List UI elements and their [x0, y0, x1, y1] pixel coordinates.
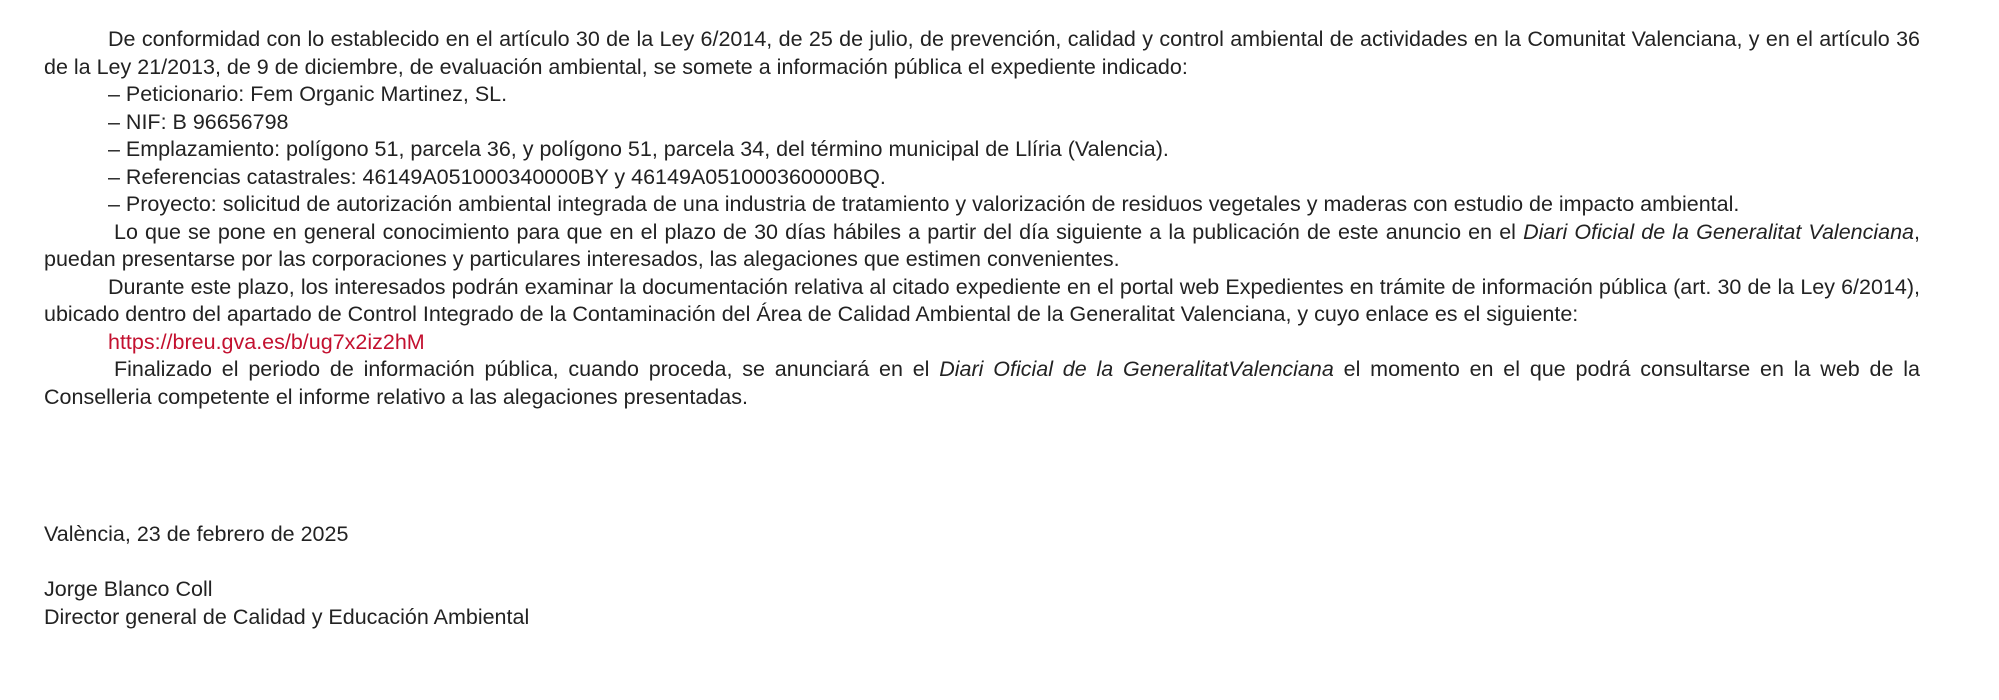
intro-paragraph: De conformidad con lo establecido en el artículo 30 de la Ley 6/2014, de 25 de julio, de prevención, calidad y control ambiental de actividades en la Comunitat Valenciana, y en el artículo 36 de la Ley 21/2013, de 9 de diciembre, de evaluación ambiental, se somete a información pública el expediente indicado:	[44, 27, 1920, 79]
signatory-name: Jorge Blanco Coll	[44, 577, 213, 601]
closing-paragraph	[44, 356, 1920, 411]
closing-journal-name: Diari Oficial de la GeneralitatValenciana	[939, 357, 1334, 381]
list-item-nif: – NIF: B 96656798	[108, 109, 289, 134]
examination-paragraph: Durante este plazo, los interesados podrán examinar la documentación relativa al citado expediente en el portal web Expedientes en trámite de información pública (art. 30 de la Ley 6/2014), ubicado dentro del apartado de Control Integrado de la Contaminación del Área de Calidad Ambiental de la Generalitat Valenciana, y cuyo enlace es el siguiente:	[44, 274, 1920, 326]
list-item-peticionario: – Peticionario: Fem Organic Martinez, SL.	[108, 82, 508, 106]
list-item-proyecto: – Proyecto: solicitud de autorización ambiental integrada de una industria de tratamiento y valorización de residuos vegetales y maderas con estudio de impacto ambiental.	[108, 192, 1740, 216]
date-line: València, 23 de febrero de 2025	[44, 522, 349, 546]
public-notice-text-before: Lo que se pone en general conocimiento para que en el plazo de 30 días hábiles a partir del día siguiente a la publicación de este anuncio en el	[114, 219, 1524, 244]
list-item-emplazamiento: – Emplazamiento: polígono 51, parcela 36, y polígono 51, parcela 34, del término municipal de Llíria (Valencia).	[108, 137, 1169, 161]
public-notice-text-after: , puedan presentarse por las corporaciones y particulares interesados, las alegaciones que estimen convenientes.	[44, 219, 1920, 271]
document-body	[44, 26, 1920, 631]
closing-text-after: el momento en el que podrá consultarse en la web de la Conselleria competente el informe relativo a las alegaciones presentadas.	[44, 357, 1921, 409]
list-item-referencias: – Referencias catastrales: 46149A051000340000BY y 46149A051000360000BQ.	[108, 164, 886, 189]
spacer	[44, 549, 1920, 577]
public-notice-paragraph	[44, 219, 1920, 274]
expediente-link-line	[44, 329, 1920, 357]
expediente-link[interactable]: https://breu.gva.es/b/ug7x2iz2hM	[108, 329, 425, 354]
signatory-title: Director general de Calidad y Educación Ambiental	[44, 604, 530, 629]
spacer	[44, 411, 1920, 521]
closing-text-before: Finalizado el periodo de información pública, cuando proceda, se anunciará en el	[114, 357, 940, 381]
public-notice-journal-name: Diari Oficial de la Generalitat Valenciana	[1523, 219, 1915, 244]
